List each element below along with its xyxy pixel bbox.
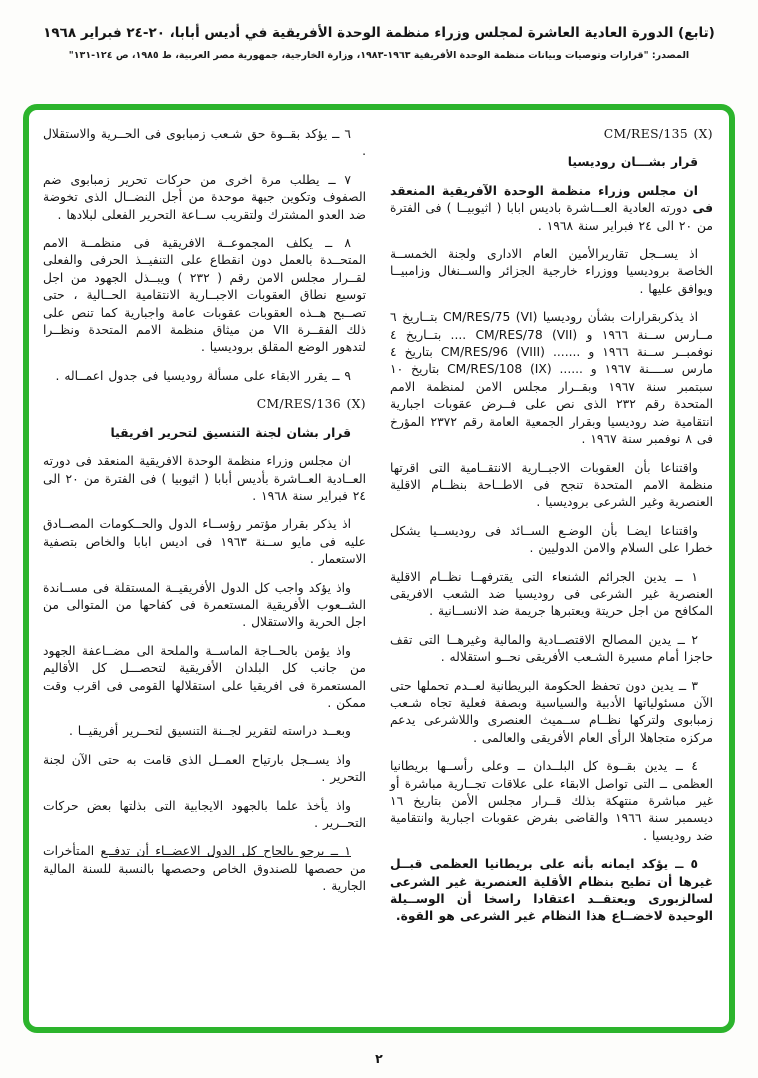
two-column-layout	[43, 126, 713, 1021]
preamble-paragraph: اذ يذكربقرارات بشأن روديسيا CM/RES/75 (VI) بتــاريخ ٦ مــارس ســنة ١٩٦٦ و CM/RES/78 (VII) .... بتــاريخ ٤ نوفمبــر ســنة ١٩٦٦ و ....... CM/RES/96 (VIII) بتاريخ ٤ مارس ســــنة ١٩٦٧ و ...... CM/RES/108 (IX) بتاريخ ١٠ سبتمبر سنة ١٩٦٧ وبقــرار مجلس الامن لمنظمة الامم المتحدة رقم ٢٣٢ الذى نص على فــرض عقوبات اجبارية انتقامية ضد روديسيا وبقرار الجمعية العامة رقم ٢٣٧٢ المؤرخ فى ٨ نوفمبر سنة ١٩٦٧ .	[390, 310, 714, 447]
clause-2: ٢ ــ يدين المصالح الاقتصــادية والمالية وغيرهــا التى تقف حاجزا أمام مسيرة الشـعب الأفريقى نحــو استقلاله .	[390, 632, 713, 665]
preamble-paragraph: ان مجلس وزراء منظمة الوحدة الافريقية المنعقد فى دورته العــادية العــاشرة بأديس أبابا ( اثيوبيا ) فى الفترة من ٢٠ الى ٢٤ فبراير سنة ١٩٦٨ .	[43, 454, 367, 503]
preamble-lead: ان مجلس وزراء منظمة الوحدة الآفريقية المنعقد فى	[390, 183, 713, 216]
page-number: ٢	[375, 1051, 383, 1066]
preamble-paragraph: اذ يســجل تقاريرالأمين العام الادارى ولجنة الخمســة الخاصة بروديسيا ووزراء خارجية الجزائر والســنغال وزامبيــا ويوافق عليها .	[390, 247, 713, 296]
clause-4: ٤ ــ يدين بقــوة كل البلــدان ــ وعلى رأســها بريطانيا العظمى ــ التى تواصل الابقاء على علاقات تجــارية مباشرة أو غير مباشرة منتهكة بذلك قــرار مجلس الأمن بتاريخ ١٦ ديسمبر سنة ١٩٦٦ والقاضى بفرض عقوبات اجبارية وانتقامية ضد روديسيا .	[390, 759, 713, 843]
clause-7: ٧ ــ يطلب مرة اخرى من حركات تحرير زمبابوى ضم الصفوف وتكوين جبهة موحدة من أجل النضــال الذى تخوضة ضد العدو المشترك ولتقريب ســاعة التحرير الفعلى لبلادها .	[43, 172, 366, 222]
page-header	[0, 0, 758, 61]
clause-3: ٣ ــ يدين دون تحفظ الحكومة البريطانية لعــدم تحملها حتى الآن مسئولياتها الأدبية والسياسية وبصفة فعلية تجاه شـعب زمبابوى ولتركها نظــام ســميث العنصرى واللاشرعى يدعم مركزه متجاهلا الرأى العام الأفريقى والعالمى .	[390, 678, 713, 745]
clause-1-lead: ١ ــ يرجو بالحاح كل الدول الاعضــاء أن تدفــع	[100, 844, 351, 859]
clause-1: ١ ــ يدين الجرائم الشنعاء التى يقترفهــا نظــام الاقلية العنصرية غير الشرعى فى روديسيا ضد الشعب الافريقى المكافح من اجل حريتة ويعتبرها جريمة ضد الانســانية .	[390, 569, 713, 619]
clause-9: ٩ ــ يقرر الابقاء على مسألة روديسيا فى جدول اعمــاله .	[55, 368, 351, 383]
preamble-paragraph: واذ يســجل بارتياح العمــل الذى قامت به حتى الآن لجنة التحرير .	[43, 752, 366, 785]
clause-5: ٥ ــ يؤكد ايمانه بأنه على بريطانيا العظمى قبــل غيرها أن تطيح بنظام الأقلية العنصرية غير الشرعى لسالزبورى ويعتقــد اعتقادا راسخا أن الوســيلة الوحيدة لاخضــاع هذا النظام غير الشرعى هو القوة.	[390, 857, 713, 924]
source-citation: المصدر: "قرارات وتوصيات وبيانات منظمة الوحدة الأفريقية ١٩٦٣-١٩٨٣، وزارة الخارجية، جمهورية مصر العربية، ط ١٩٨٥، ص ١٢٤-١٣١"	[68, 50, 690, 61]
preamble-paragraph: واذ يؤكد واجب كل الدول الأفريقيــة المستقلة فى مســاندة الشــعوب الأفريقية المستعمرة فى كفاحها من المتوالى من اجل الحرية والاستقلال .	[43, 580, 366, 630]
preamble-rest: دورته العادية العـــاشرة باديس ابابا ( اثيوبيــا ) فى الفترة من ٢٠ الى ٢٤ فبراير سنة ١٩٦٨ .	[390, 201, 713, 233]
clause-1	[43, 843, 366, 895]
column-left-res136	[43, 126, 366, 1021]
preamble-paragraph: وبعــد دراسته لتقرير لجــنة التنسيق لتحــرير أفريقيــا .	[68, 724, 351, 739]
session-title: (تابع) الدورة العادية العاشرة لمجلس وزراء منظمة الوحدة الأفريقية في أديس أبابا، ٢٠-٢٤ فبراير ١٩٦٨	[43, 25, 715, 41]
preamble-paragraph: واقتناعا بأن العقوبات الاجبــارية الانتقــامية التى اقرتها منظمة الامم المتحدة تنجح فى الاطــاحة بنظــام الاقلية العنصرية وغير الشرعى بروديسيا .	[390, 460, 713, 510]
clause-1-rest: المتأخرات من حصصها للصندوق الخاص وحصصها بالنسبة للسنة المالية الجارية .	[43, 844, 366, 894]
preamble-paragraph: اذ يذكر بقرار مؤتمر رؤســاء الدول والحــكومات المصــادق عليه فى مايو ســنة ١٩٦٣ فى اديس ابابا والخاص بتصفية الاستعمار .	[43, 517, 366, 567]
preamble-paragraph: واقتناعا ايضـا بأن الوضـع الســائد فى روديســيا يشكل خطرا على السلام والامن الدوليين .	[390, 523, 713, 556]
resolution-ref: CM/RES/136 (X)	[256, 397, 366, 412]
preamble-paragraph: واذ يأخذ علما بالجهود الايجابية التى بذلتها بعض حركات التحــرير .	[43, 798, 366, 830]
resolution-title: قرار بشان لجنة التنسيق لتحرير افريقيا	[110, 425, 351, 440]
clause-8: ٨ ــ يكلف المجموعــة الافريقية فى منظمــة الامم المتحــدة بالعمل دون انقطاع على التنفيــذ الحرفى والفعلى لقــرار مجلس الامن رقم ( ٢٣٢ ) ويبــذل الجهود من اجل توسيع نطاق العقوبات الاجبــارية الانتقامية الحــالية ، حتى تصــبح هــذه العقوبات عقوبات عامة واجبارية كما تنص على ذلك الفقــرة VII من ميثاق منظمة الامم المتحدة ونظــرا لتدهور الوضع المقلق بروديسيا .	[43, 236, 366, 355]
clause-6: ٦ ــ يؤكد بقــوة حق شـعب زمبابوى فى الحــرية والاستقلال .	[43, 127, 366, 159]
page-frame	[23, 104, 735, 1033]
preamble-paragraph	[390, 183, 713, 235]
resolution-title: قرار بشـــان روديسيا	[567, 155, 698, 170]
resolution-ref: CM/RES/135 (X)	[603, 127, 713, 141]
preamble-paragraph: واذ يؤمن بالحــاجة الماســة والملحة الى مضــاعفة الجهود من جانب كل البلدان الأفريقية لتحصـــل كل الأقاليم المستعمرة فى افريقيا على استقلالها القومى فى اقرب وقت ممكن .	[43, 643, 366, 710]
column-right-res135	[390, 126, 713, 1021]
